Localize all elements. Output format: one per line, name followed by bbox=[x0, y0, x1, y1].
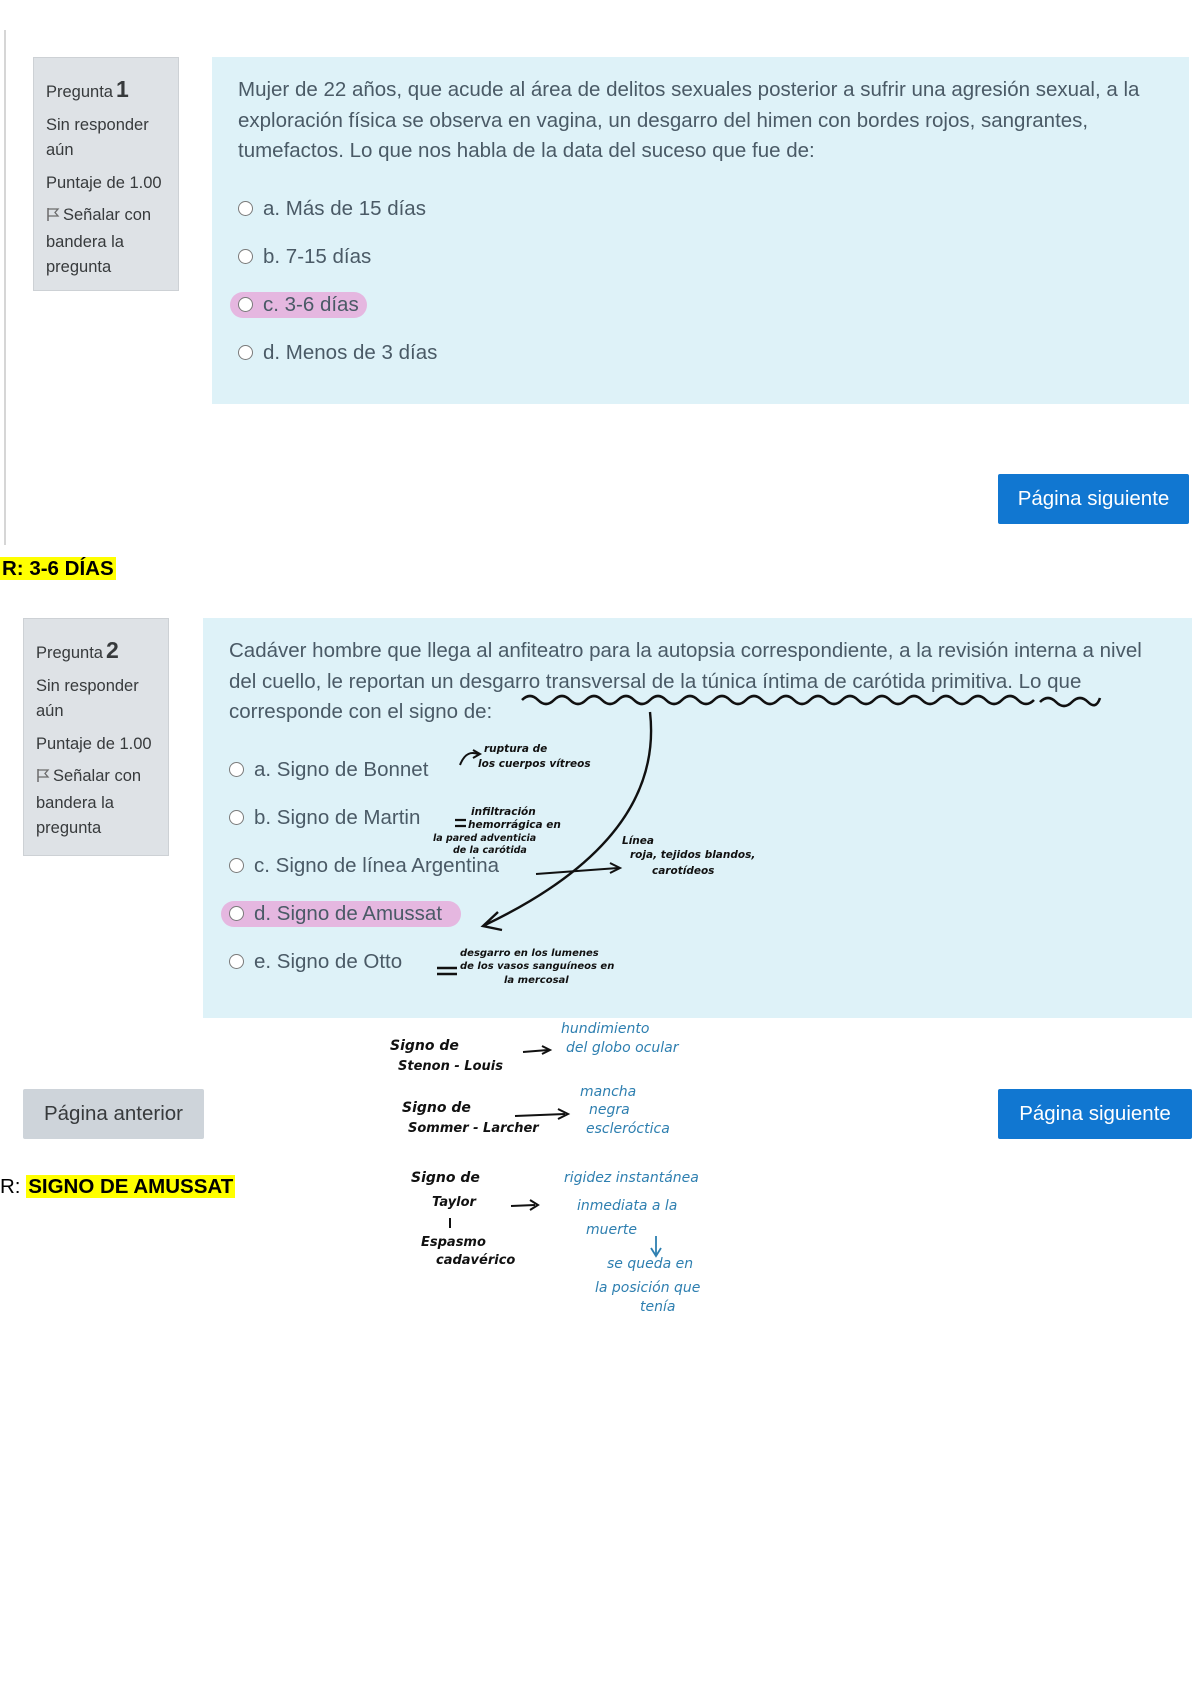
question-2-state: Sin responder aún bbox=[36, 676, 139, 720]
question-1-text: Mujer de 22 años, que acude al área de delitos sexuales posterior a sufrir una agresión sexual, a la exploración física se observa en vagina, un desgarro del himen con bordes rojos, sangrantes, tumefactos. Lo que nos habla de la data del suceso que fue de: bbox=[238, 78, 1140, 162]
svg-text:rigidez instantánea: rigidez instantánea bbox=[564, 1170, 699, 1186]
svg-text:Taylor: Taylor bbox=[432, 1195, 476, 1210]
svg-text:cadavérico: cadavérico bbox=[436, 1253, 516, 1268]
question-2-grade: Puntaje de 1.00 bbox=[36, 734, 152, 753]
response-1: R: 3-6 DÍAS bbox=[2, 557, 114, 580]
svg-text:negra: negra bbox=[589, 1102, 630, 1118]
svg-text:Signo de: Signo de bbox=[390, 1038, 459, 1054]
answer-option-c[interactable]: c. 3-6 días bbox=[238, 281, 1163, 329]
next-page-button-1[interactable]: Página siguiente bbox=[998, 474, 1189, 524]
svg-text:desgarro en los lumenes: desgarro en los lumenes bbox=[460, 948, 599, 959]
svg-text:Espasmo: Espasmo bbox=[421, 1235, 486, 1250]
question-1-grade: Puntaje de 1.00 bbox=[46, 173, 162, 192]
question-2-number: Pregunta 2 bbox=[36, 637, 119, 663]
svg-text:los cuerpos vítreos: los cuerpos vítreos bbox=[478, 758, 591, 770]
answer-option-a[interactable]: a. Signo de Bonnet bbox=[229, 746, 1166, 794]
svg-text:carotídeos: carotídeos bbox=[652, 865, 715, 877]
svg-text:la mercosal: la mercosal bbox=[504, 975, 569, 986]
svg-text:escleróctica: escleróctica bbox=[586, 1121, 670, 1137]
answer-option-c[interactable]: c. Signo de línea Argentina bbox=[229, 842, 1166, 890]
answer-option-d[interactable]: d. Menos de 3 días bbox=[238, 329, 1163, 377]
svg-text:hundimiento: hundimiento bbox=[561, 1021, 650, 1037]
question-2-flag-link[interactable]: Señalar con bandera la pregunta bbox=[36, 767, 142, 838]
svg-text:Línea: Línea bbox=[622, 835, 654, 847]
svg-text:Stenon - Louis: Stenon - Louis bbox=[398, 1059, 503, 1074]
radio-button[interactable] bbox=[229, 906, 244, 921]
wavy-underline bbox=[522, 696, 1034, 704]
arrow-bonnet bbox=[460, 753, 478, 765]
svg-text:la posición que: la posición que bbox=[595, 1280, 701, 1296]
svg-text:Signo de: Signo de bbox=[402, 1100, 471, 1116]
svg-text:Signo de: Signo de bbox=[411, 1170, 480, 1186]
question-1-state: Sin responder aún bbox=[46, 115, 149, 159]
svg-text:inmediata a la: inmediata a la bbox=[577, 1198, 678, 1214]
question-1-number: Pregunta 1 bbox=[46, 76, 129, 102]
previous-page-button[interactable]: Página anterior bbox=[23, 1089, 204, 1139]
svg-text:roja, tejidos blandos,: roja, tejidos blandos, bbox=[630, 849, 756, 861]
answer-option-e[interactable]: e. Signo de Otto bbox=[229, 938, 1166, 986]
svg-text:hemorrágica en: hemorrágica en bbox=[468, 819, 561, 831]
question-1-flag-link[interactable]: Señalar con bandera la pregunta bbox=[46, 206, 152, 277]
svg-text:ruptura de: ruptura de bbox=[484, 743, 548, 755]
svg-text:de los vasos sanguíneos en: de los vasos sanguíneos en bbox=[460, 961, 615, 972]
question-2-text: Cadáver hombre que llega al anfiteatro para la autopsia correspondiente, a la revisión interna a nivel del cuello, le reportan un desgarro transversal de la túnica íntima de carótida primitiva. Lo que corresponde con el signo de: bbox=[229, 639, 1142, 723]
svg-text:infiltración: infiltración bbox=[471, 806, 536, 818]
answer-option-d[interactable]: d. Signo de Amussat bbox=[229, 890, 1166, 938]
answer-option-b[interactable]: b. Signo de Martin bbox=[229, 794, 1166, 842]
svg-text:tenía: tenía bbox=[640, 1299, 676, 1315]
answer-option-a[interactable]: a. Más de 15 días bbox=[238, 185, 1163, 233]
svg-text:la pared adventicia: la pared adventicia bbox=[433, 833, 537, 844]
svg-text:muerte: muerte bbox=[586, 1222, 637, 1238]
response-2: R: SIGNO DE AMUSSAT bbox=[0, 1175, 234, 1198]
svg-text:del globo ocular: del globo ocular bbox=[566, 1040, 679, 1056]
svg-text:mancha: mancha bbox=[580, 1084, 637, 1100]
next-page-button-2[interactable]: Página siguiente bbox=[998, 1089, 1192, 1139]
answer-option-b[interactable]: b. 7-15 días bbox=[238, 233, 1163, 281]
radio-button[interactable] bbox=[238, 297, 253, 312]
svg-text:Sommer - Larcher: Sommer - Larcher bbox=[408, 1121, 539, 1136]
svg-text:se queda en: se queda en bbox=[607, 1256, 694, 1272]
svg-text:de la carótida: de la carótida bbox=[453, 845, 527, 856]
